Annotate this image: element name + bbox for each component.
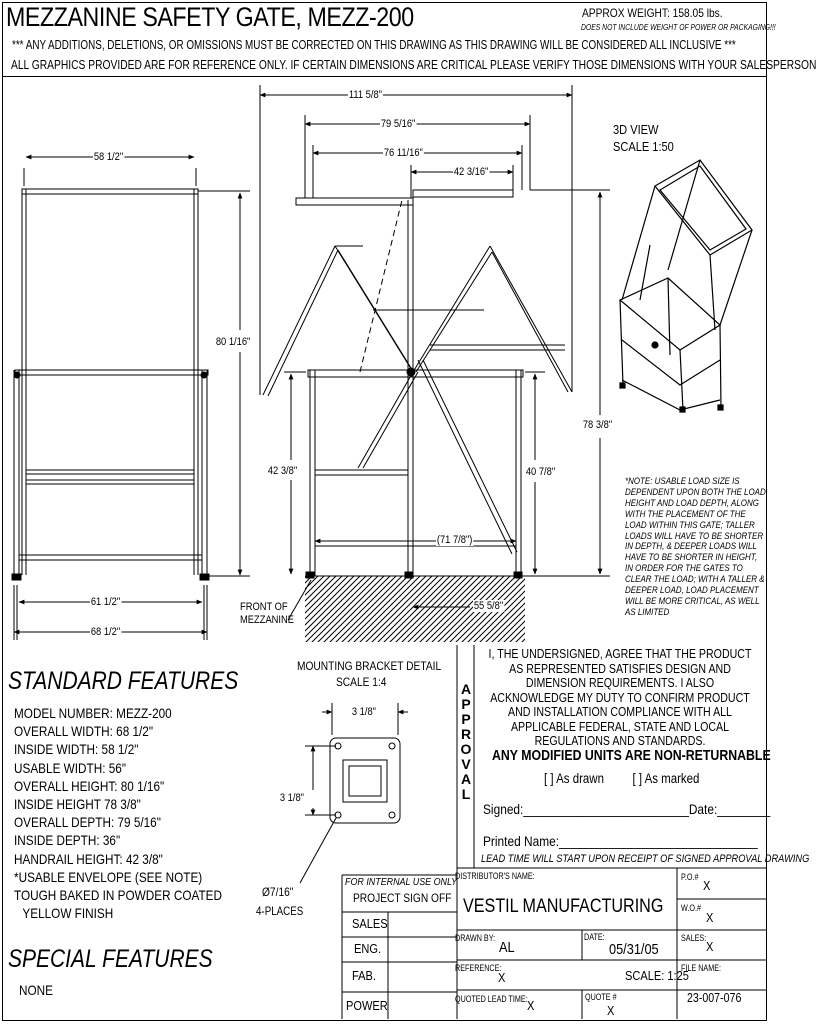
dim-58-1-2: 58 1/2" bbox=[93, 151, 124, 163]
quoted-lead-label: QUOTED LEAD TIME: bbox=[455, 994, 528, 1004]
side-top-rail bbox=[296, 198, 413, 205]
bracket-height: 3 1/8" bbox=[279, 792, 304, 804]
as-drawn-checkbox[interactable]: [ ] As drawn bbox=[544, 771, 604, 786]
signoff-row-sales: SALES bbox=[352, 916, 388, 931]
bracket-width: 3 1/8" bbox=[351, 706, 376, 718]
drawing-scale: SCALE: 1:25 bbox=[625, 968, 689, 983]
dim-overall-depth-111: 111 5/8" bbox=[348, 89, 382, 101]
signed-date-line[interactable]: Signed:_________________________Date:________ bbox=[483, 801, 771, 817]
distributor-label: DISTRIBUTOR'S NAME: bbox=[455, 871, 535, 881]
feature-item: HANDRAIL HEIGHT: 42 3/8" bbox=[14, 850, 163, 867]
sales-label: SALES: bbox=[681, 933, 707, 943]
dim-71-7-8: (71 7/8") bbox=[436, 534, 473, 546]
standard-features-list bbox=[14, 704, 222, 922]
signoff-row-eng: ENG. bbox=[354, 941, 382, 956]
feature-item: MODEL NUMBER: MEZZ-200 bbox=[14, 705, 172, 721]
quote-value: X bbox=[607, 1003, 615, 1018]
reference-label: REFERENCE: bbox=[455, 963, 502, 973]
drawing-title: MEZZANINE SAFETY GATE, MEZZ-200 bbox=[6, 2, 414, 32]
sales-value: X bbox=[706, 939, 714, 954]
feature-item: *USABLE ENVELOPE (SEE NOTE) bbox=[14, 868, 203, 885]
date-value: 05/31/05 bbox=[609, 941, 659, 958]
feature-item: OVERALL DEPTH: 79 5/16" bbox=[14, 814, 161, 831]
feature-item: TOUGH BAKED IN POWDER COATED bbox=[14, 887, 223, 904]
printed-name-line[interactable]: Printed Name:______________________________ bbox=[483, 833, 758, 849]
approval-vertical-label: A P P R O V A L bbox=[460, 681, 472, 802]
distributor-name: VESTIL MANUFACTURING bbox=[463, 896, 664, 917]
dim-78-3-8: 78 3/8" bbox=[582, 419, 613, 431]
weight-note: DOES NOT INCLUDE WEIGHT OF POWER OR PACKAGING!!! bbox=[581, 22, 776, 32]
front-of-mezzanine-label: FRONT OF MEZZANINE bbox=[240, 601, 295, 626]
front-top-rail bbox=[22, 189, 198, 194]
wo-label: W.O.# bbox=[681, 903, 702, 913]
signoff-row-fab: FAB. bbox=[352, 968, 376, 983]
special-features-heading: SPECIAL FEATURES bbox=[8, 945, 213, 973]
bracket-hole-count: 4-PLACES bbox=[256, 906, 304, 918]
approx-weight: APPROX WEIGHT: 158.05 lbs. bbox=[582, 6, 723, 20]
feature-item: YELLOW FINISH bbox=[22, 905, 114, 922]
non-returnable-notice: ANY MODIFIED UNITS ARE NON-RETURNABLE bbox=[492, 748, 771, 764]
dim-68-1-2: 68 1/2" bbox=[90, 626, 121, 638]
date-label: DATE: bbox=[584, 932, 605, 942]
dim-76-11-16: 76 11/16" bbox=[383, 147, 423, 159]
po-label: P.O.# bbox=[681, 872, 699, 882]
quote-label: QUOTE # bbox=[585, 992, 617, 1002]
approval-checkboxes[interactable] bbox=[544, 771, 699, 786]
signoff-row-power: POWER bbox=[346, 998, 388, 1013]
feature-item: INSIDE HEIGHT 78 3/8" bbox=[14, 796, 141, 813]
special-features-value: NONE bbox=[19, 982, 53, 998]
project-sign-off: PROJECT SIGN OFF bbox=[353, 891, 452, 905]
as-marked-checkbox[interactable]: [ ] As marked bbox=[632, 771, 700, 786]
dim-79-5-16: 79 5/16" bbox=[380, 118, 416, 130]
view-3d-label: 3D VIEW SCALE 1:50 bbox=[613, 122, 674, 154]
wo-value: X bbox=[706, 910, 714, 925]
approval-statement: I, THE UNDERSIGNED, AGREE THAT THE PRODUCT AS REPRESENTED SATISFIES DESIGN AND DIMENSION REQUIREMENTS. I ALSO ACKNOWLEDGE MY DUTY TO CONFIRM PRODUCT AND INSTALLATION COMPLIANCE WITH ALL APPLICABLE FEDERAL, STATE AND LOCAL REGULATIONS AND STANDARDS. bbox=[488, 647, 752, 748]
feature-item: OVERALL WIDTH: 68 1/2" bbox=[14, 723, 154, 740]
lead-time-notice: LEAD TIME WILL START UPON RECEIPT OF SIGNED APPROVAL DRAWING bbox=[481, 853, 810, 865]
bracket-hole-size: Ø7/16" bbox=[262, 885, 294, 899]
feature-item: INSIDE DEPTH: 36" bbox=[14, 832, 121, 849]
feature-item: INSIDE WIDTH: 58 1/2" bbox=[14, 741, 139, 758]
file-name-label: FILE NAME: bbox=[681, 963, 722, 973]
dim-42-3-8: 42 3/8" bbox=[267, 465, 298, 477]
reference-value: X bbox=[498, 970, 506, 985]
feature-item: OVERALL HEIGHT: 80 1/16" bbox=[14, 777, 165, 794]
internal-use-heading: FOR INTERNAL USE ONLY bbox=[345, 876, 458, 888]
dim-55-5-8: 55 5/8" bbox=[473, 600, 504, 612]
po-value: X bbox=[703, 878, 711, 893]
dim-61-1-2: 61 1/2" bbox=[90, 596, 121, 608]
quoted-lead-value: X bbox=[527, 998, 535, 1013]
dim-42-3-16: 42 3/16" bbox=[453, 166, 489, 178]
file-name-value: 23-007-076 bbox=[687, 991, 742, 1005]
drawn-by-value: AL bbox=[499, 939, 515, 956]
warning-line-2: ALL GRAPHICS PROVIDED ARE FOR REFERENCE ONLY. IF CERTAIN DIMENSIONS ARE CRITICAL PLEASE VERIFY THOSE DIMENSIONS WITH YOUR SALESPERSON bbox=[11, 57, 816, 72]
dim-40-7-8: 40 7/8" bbox=[525, 466, 556, 478]
usable-load-note: *NOTE: USABLE LOAD SIZE IS DEPENDENT UPON BOTH THE LOAD HEIGHT AND LOAD DEPTH, ALONG WITH THE PLACEMENT OF THE LOAD WITHIN THIS GATE; TALLER LOADS WILL HAVE TO BE SHORTER IN DEPTH, & DEEPER LOADS WILL HAVE TO BE SHORTER IN HEIGHT, IN ORDER FOR THE GATES TO CLEAR THE LOAD; WITH A TALLER & DEEPER LOAD, LOAD PLACEMENT WILL BE MORE CRITICAL, AS WELL AS LIMITED bbox=[625, 476, 766, 618]
feature-item: USABLE WIDTH: 56" bbox=[14, 759, 127, 776]
bracket-detail-title: MOUNTING BRACKET DETAIL bbox=[297, 659, 442, 673]
dim-80-1-16: 80 1/16" bbox=[215, 336, 251, 348]
bracket-detail-scale: SCALE 1:4 bbox=[336, 675, 387, 689]
drawn-by-label: DRAWN BY: bbox=[455, 933, 496, 943]
warning-line-1: *** ANY ADDITIONS, DELETIONS, OR OMISSIONS MUST BE CORRECTED ON THIS DRAWING AS THIS DRAWING WILL BE CONSIDERED ALL INCLUSIVE *** bbox=[12, 38, 736, 52]
standard-features-heading: STANDARD FEATURES bbox=[8, 667, 239, 695]
